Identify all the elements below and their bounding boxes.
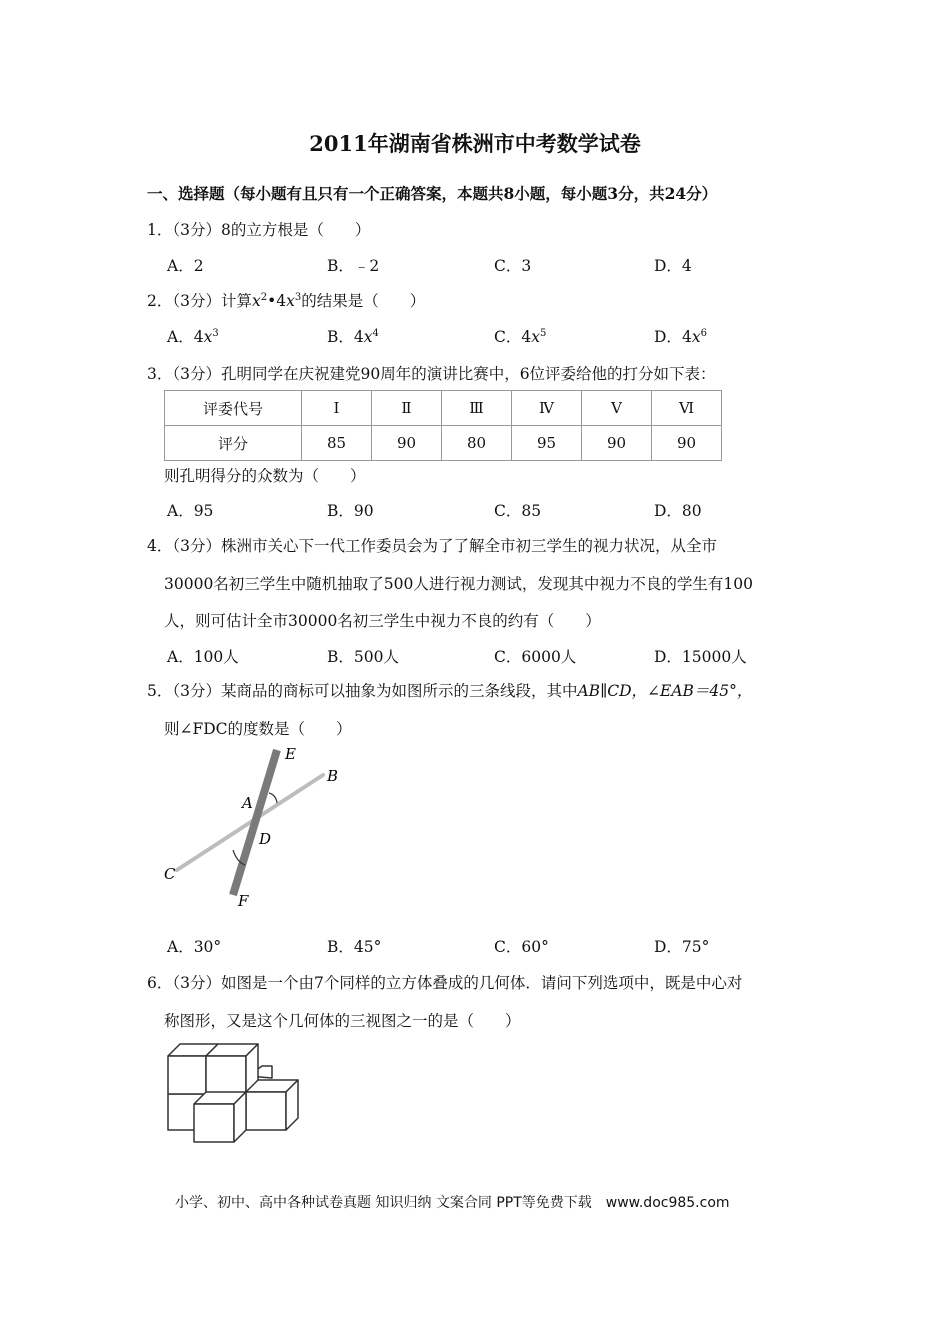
question-3-followup: 则孔明得分的众数为（ ）	[164, 467, 366, 485]
q2-option-b: B．$4x^4$	[327, 327, 379, 346]
label-b: B	[327, 767, 339, 785]
cube-face	[206, 1056, 246, 1094]
q5-option-b: B．45°	[327, 938, 382, 956]
label-a: A	[242, 794, 253, 812]
q5-option-a: A．30°	[167, 938, 222, 956]
question-5-line-2: 则∠FDC的度数是（ ）	[164, 720, 352, 738]
q4-option-c: C．6000人	[494, 648, 577, 666]
table-cell: 80	[442, 426, 512, 461]
question-3: 3．（3分）孔明同学在庆祝建党90周年的演讲比赛中，6位评委给他的打分如下表：	[147, 365, 716, 383]
cube-face	[246, 1092, 286, 1130]
label-e: E	[285, 745, 296, 763]
table-header-label: 评委代号	[165, 391, 302, 426]
q5-option-c: C．60°	[494, 938, 549, 956]
q1-option-d: D．4	[654, 257, 692, 275]
section-heading: 一、选择题（每小题有且只有一个正确答案，本题共8小题，每小题3分，共24分）	[147, 184, 718, 203]
table-cell: Ⅱ	[372, 391, 442, 426]
table-cell: Ⅳ	[512, 391, 582, 426]
q2-option-c: C．$4x^5$	[494, 327, 547, 346]
question-4-line-2: 30000名初三学生中随机抽取了500人进行视力测试，发现其中视力不良的学生有100	[164, 575, 753, 593]
question-6-line-1: 6．（3分）如图是一个由7个同样的立方体叠成的几何体．请问下列选项中，既是中心对	[147, 974, 743, 992]
page-title: 2011年湖南省株洲市中考数学试卷	[309, 131, 641, 156]
q2-option-d: D．$4x^6$	[654, 327, 707, 346]
question-6-line-2: 称图形，又是这个几何体的三视图之一的是（ ）	[164, 1012, 521, 1030]
label-c: C	[164, 865, 176, 883]
q2-option-a: A．$4x^3$	[167, 327, 219, 346]
q4-option-d: D．15000人	[654, 648, 747, 666]
cube-face	[168, 1056, 206, 1094]
q5-figure	[155, 740, 355, 910]
segment-ef	[233, 750, 277, 895]
table-row-label: 评分	[165, 426, 302, 461]
question-4-line-1: 4．（3分）株洲市关心下一代工作委员会为了了解全市初三学生的视力状况，从全市	[147, 537, 717, 555]
table-row	[165, 426, 722, 461]
q4-option-a: A．100人	[167, 648, 239, 666]
q1-option-b: B．﹣2	[327, 257, 380, 275]
page-footer: 小学、初中、高中各种试卷真题 知识归纳 文案合同 PPT等免费下载 www.doc985.com	[175, 1195, 730, 1211]
table-cell: 90	[582, 426, 652, 461]
table-cell: Ⅴ	[582, 391, 652, 426]
table-cell: 90	[372, 426, 442, 461]
table-cell: Ⅲ	[442, 391, 512, 426]
q3-option-a: A．95	[167, 502, 214, 520]
q3-option-d: D．80	[654, 502, 702, 520]
table-cell: Ⅵ	[652, 391, 722, 426]
table-cell: 90	[652, 426, 722, 461]
table-cell: 95	[512, 426, 582, 461]
q1-option-c: C．3	[494, 257, 532, 275]
angle-arc-a	[269, 793, 277, 803]
q1-option-a: A．2	[167, 257, 204, 275]
label-d: D	[259, 830, 272, 848]
score-table	[164, 390, 722, 461]
question-5-line-1: 5．（3分）某商品的商标可以抽象为如图所示的三条线段，其中AB∥CD，∠EAB＝45°，	[147, 682, 753, 700]
cube-face	[194, 1104, 234, 1142]
question-1: 1．（3分）8的立方根是（ ）	[147, 221, 371, 239]
q5-option-d: D．75°	[654, 938, 710, 956]
question-4-line-3: 人，则可估计全市30000名初三学生中视力不良的约有（ ）	[164, 612, 601, 630]
table-cell: Ⅰ	[302, 391, 372, 426]
label-f: F	[238, 892, 249, 910]
table-cell: 85	[302, 426, 372, 461]
segment-cb	[177, 775, 323, 870]
table-row	[165, 391, 722, 426]
question-2: 2．（3分）计算$x^2•4x^3$的结果是（ ）	[147, 291, 426, 310]
q6-cube-figure	[160, 1036, 305, 1148]
q4-option-b: B．500人	[327, 648, 399, 666]
q3-option-b: B．90	[327, 502, 374, 520]
q3-option-c: C．85	[494, 502, 542, 520]
